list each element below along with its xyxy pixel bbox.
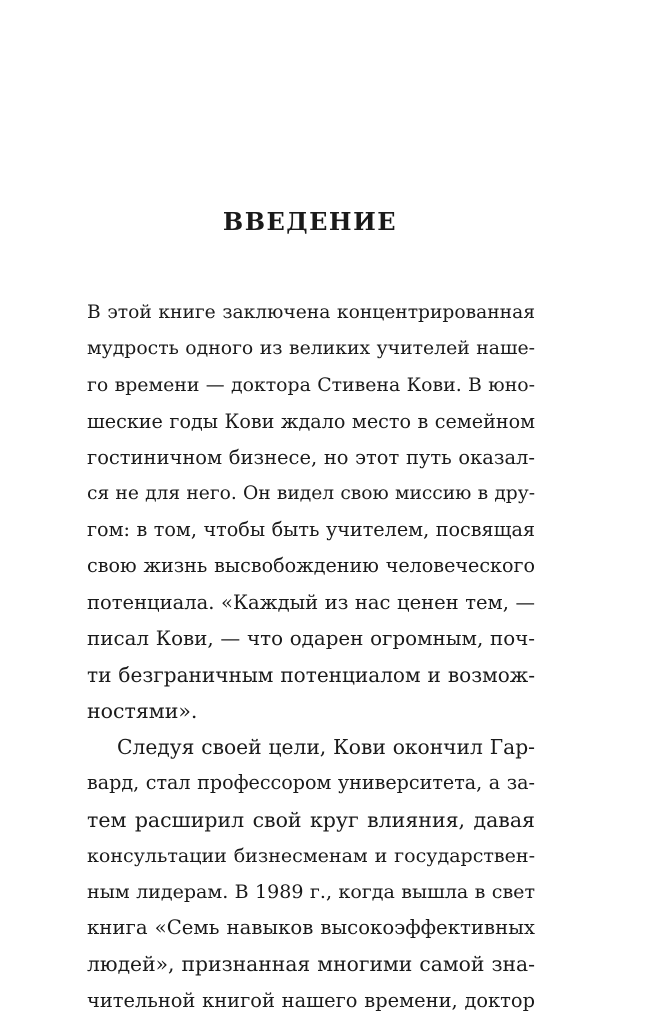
text-line: ся не для него. Он видел свою миссию в дру- [87, 482, 535, 504]
paragraph-last-line: ностями». [87, 699, 198, 724]
body-text [87, 295, 535, 1019]
text-line: шеские годы Кови ждало место в семейном [87, 409, 535, 433]
text-line: потенциала. «Каждый из нас ценен тем, — [87, 590, 535, 614]
text-line: книга «Семь навыков высокоэффективных [87, 916, 535, 940]
text-line: мудрость одного из великих учителей наше- [87, 338, 535, 360]
text-line: В этой книге заключена концентрированная [87, 302, 535, 323]
text-line: чительной книгой нашего времени, доктор [87, 988, 535, 1012]
paragraph-first-line: Следуя своей цели, Кови окончил Гар- [117, 735, 535, 760]
text-line: гом: в том, чтобы быть учителем, посвящая [87, 518, 535, 542]
text-line: писал Кови, — что одарен огромным, поч- [87, 626, 535, 650]
text-line: людей», признанная многими самой зна- [87, 952, 535, 977]
chapter-title: ВВЕДЕНИЕ [222, 207, 398, 236]
text-line: консультации бизнесменам и государствен- [87, 844, 535, 867]
text-line: гостиничном бизнесе, но этот путь оказал- [87, 445, 535, 469]
text-line: вард, стал профессором университета, а за- [87, 771, 535, 795]
text-line: го времени — доктора Стивена Кови. В юно- [87, 374, 535, 397]
text-line: свою жизнь высвобождению человеческого [87, 554, 535, 578]
text-line: ным лидерам. В 1989 г., когда вышла в свет [87, 881, 535, 903]
text-line: ти безграничным потенциалом и возмож- [87, 662, 535, 687]
text-line: тем расширил свой круг влияния, давая [87, 807, 535, 832]
